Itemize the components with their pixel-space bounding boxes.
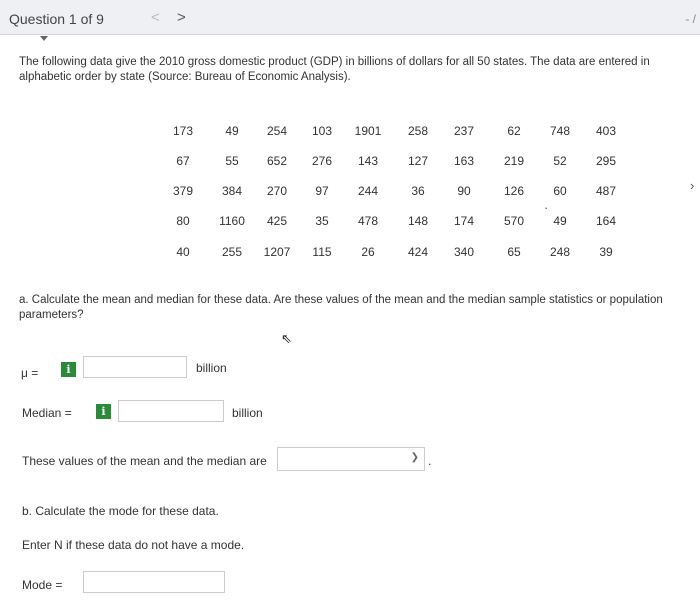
data-cell: 60 [553, 184, 567, 198]
data-cell: 80 [176, 214, 190, 228]
median-label: Median = [22, 406, 72, 420]
next-question-icon[interactable]: > [177, 9, 186, 26]
data-cell: 62 [507, 124, 521, 138]
question-counter: Question 1 of 9 [9, 11, 104, 27]
data-cell: 570 [503, 214, 525, 228]
part-b-instruction: Enter N if these data do not have a mode. [22, 538, 245, 552]
data-cell: 26 [361, 245, 375, 259]
data-cell: 40 [176, 245, 190, 259]
data-cell: 127 [407, 154, 429, 168]
data-cell: 173 [172, 124, 194, 138]
statement-period: . [428, 454, 432, 468]
data-cell: 384 [221, 184, 243, 198]
statistic-type-select[interactable] [277, 447, 425, 471]
data-cell: 219 [503, 154, 525, 168]
mean-unit: billion [196, 361, 227, 375]
data-cell: 36 [411, 184, 425, 198]
data-cell: 748 [549, 124, 571, 138]
data-cell: 103 [311, 124, 333, 138]
data-cell: 244 [357, 184, 379, 198]
median-input[interactable] [118, 400, 224, 422]
data-cell: 148 [407, 214, 429, 228]
data-cell: 276 [311, 154, 333, 168]
data-cell: 143 [357, 154, 379, 168]
stray-dot-mark: · [544, 200, 549, 215]
data-cell: 425 [266, 214, 288, 228]
data-cell: 55 [225, 154, 239, 168]
data-cell: 403 [595, 124, 617, 138]
data-cell: 97 [315, 184, 329, 198]
data-cell: 379 [172, 184, 194, 198]
data-cell: 39 [599, 245, 613, 259]
data-cell: 164 [595, 214, 617, 228]
data-cell: 295 [595, 154, 617, 168]
stray-arrow-mark: › [690, 178, 695, 193]
data-cell: 1901 [354, 124, 382, 138]
data-cell: 1207 [263, 245, 291, 259]
median-unit: billion [232, 406, 263, 420]
data-cell: 49 [553, 214, 567, 228]
part-a-question: a. Calculate the mean and median for these data. Are these values of the mean and the median sample statistics or population parameters? [19, 294, 663, 321]
data-cell: 254 [266, 124, 288, 138]
mean-median-statement: These values of the mean and the median are [22, 454, 267, 468]
data-cell: 424 [407, 245, 429, 259]
corner-mark: - / [685, 12, 696, 26]
data-cell: 1160 [219, 214, 245, 228]
data-cell: 237 [453, 124, 475, 138]
mean-info-icon[interactable]: i [61, 362, 76, 377]
data-cell: 248 [549, 245, 571, 259]
part-b-question: b. Calculate the mode for these data. [22, 504, 219, 518]
mouse-cursor-icon: ⇖ [281, 331, 292, 346]
mode-label: Mode = [22, 578, 63, 592]
data-cell: 35 [315, 214, 329, 228]
median-info-icon[interactable]: i [96, 404, 111, 419]
data-cell: 49 [225, 124, 239, 138]
data-cell: 255 [221, 245, 243, 259]
previous-question-icon[interactable]: < [151, 9, 160, 26]
data-cell: 115 [312, 245, 332, 259]
data-cell: 67 [176, 154, 190, 168]
chevron-down-icon: ❯ [410, 452, 419, 463]
mean-input[interactable] [83, 356, 187, 378]
data-cell: 90 [457, 184, 471, 198]
data-cell: 340 [453, 245, 475, 259]
data-cell: 270 [266, 184, 288, 198]
data-cell: 487 [595, 184, 617, 198]
question-header [0, 0, 700, 35]
data-cell: 258 [407, 124, 429, 138]
data-cell: 652 [266, 154, 288, 168]
data-cell: 52 [553, 154, 567, 168]
data-cell: 65 [507, 245, 521, 259]
mode-input[interactable] [83, 571, 225, 593]
data-cell: 478 [357, 214, 379, 228]
dropdown-caret-icon[interactable] [40, 36, 48, 41]
data-cell: 126 [503, 184, 525, 198]
mean-label: μ = [21, 366, 39, 380]
data-cell: 174 [453, 214, 475, 228]
problem-intro: The following data give the 2010 gross domestic product (GDP) in billions of dollars for all 50 states. The data are entered in alphabetic order by state (Source: Bureau of Economic Analysis). [19, 56, 650, 83]
data-cell: 163 [453, 154, 475, 168]
